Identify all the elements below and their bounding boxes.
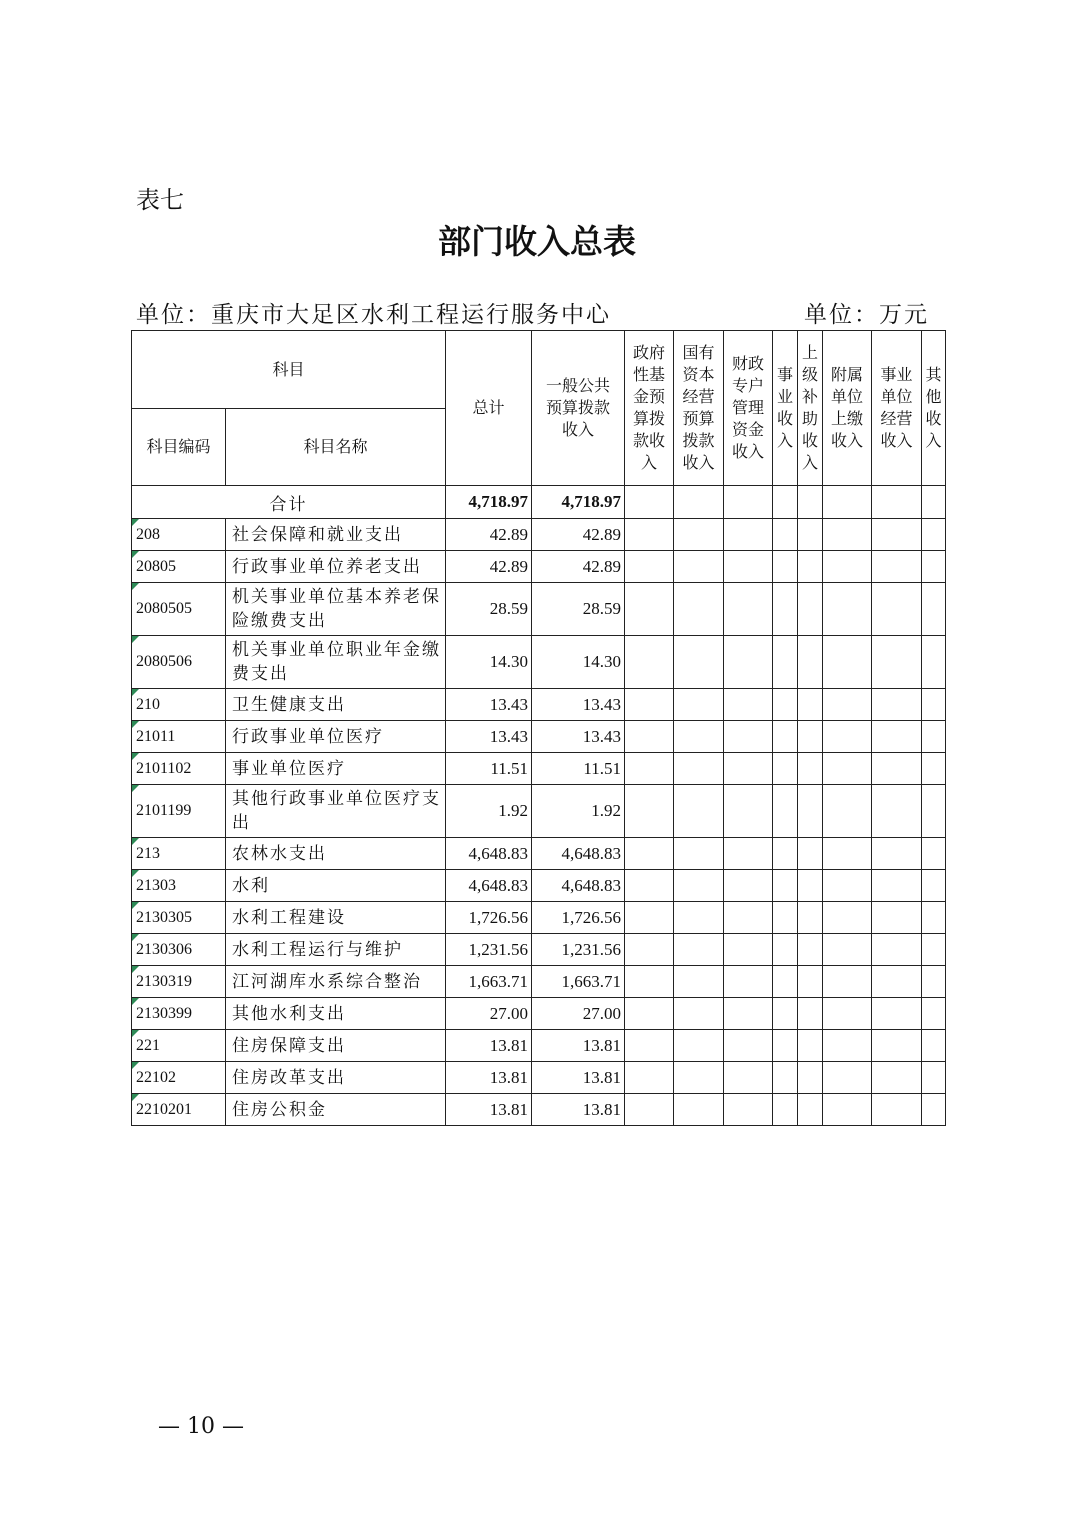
table-row: [132, 519, 946, 551]
row-empty-cell: [798, 583, 823, 636]
row-code: 2210201: [132, 1094, 226, 1126]
row-empty-cell: [922, 583, 946, 636]
table-row: [132, 689, 946, 721]
row-empty-cell: [773, 902, 798, 934]
row-code: 2130399: [132, 998, 226, 1030]
row-general: 13.81: [532, 1062, 625, 1094]
row-name: 农林水支出: [226, 838, 446, 870]
row-code: 208: [132, 519, 226, 551]
header-operating-income: 事业单位经营收入: [872, 331, 922, 486]
row-code: 2130319: [132, 966, 226, 998]
row-total: 4,648.83: [446, 838, 532, 870]
row-empty-cell: [823, 1094, 872, 1126]
row-empty-cell: [724, 583, 773, 636]
row-name: 行政事业单位医疗: [226, 721, 446, 753]
row-empty-cell: [798, 1030, 823, 1062]
table-row: [132, 1094, 946, 1126]
row-total: 42.89: [446, 519, 532, 551]
row-empty-cell: [872, 519, 922, 551]
row-empty-cell: [798, 753, 823, 785]
row-empty-cell: [922, 551, 946, 583]
row-empty-cell: [724, 753, 773, 785]
table-row: [132, 870, 946, 902]
row-empty-cell: [872, 753, 922, 785]
table-row: [132, 753, 946, 785]
row-empty-cell: [724, 934, 773, 966]
row-empty-cell: [872, 1062, 922, 1094]
row-total: 13.81: [446, 1094, 532, 1126]
header-code: 科目编码: [132, 409, 226, 486]
row-general: 13.43: [532, 689, 625, 721]
row-name: 水利工程建设: [226, 902, 446, 934]
total-row: [132, 486, 946, 519]
row-empty-cell: [872, 934, 922, 966]
row-empty-cell: [823, 551, 872, 583]
row-empty-cell: [773, 870, 798, 902]
row-empty-cell: [798, 870, 823, 902]
row-empty-cell: [625, 1062, 674, 1094]
row-total: 13.81: [446, 1062, 532, 1094]
row-empty-cell: [674, 551, 724, 583]
unit-currency: 单位：万元: [804, 302, 929, 328]
row-empty-cell: [674, 583, 724, 636]
total-general: 4,718.97: [532, 486, 625, 519]
row-empty-cell: [823, 721, 872, 753]
row-code: 221: [132, 1030, 226, 1062]
row-total: 28.59: [446, 583, 532, 636]
row-empty-cell: [798, 551, 823, 583]
row-empty-cell: [922, 998, 946, 1030]
row-general: 1,231.56: [532, 934, 625, 966]
table-row: [132, 934, 946, 966]
row-empty-cell: [922, 636, 946, 689]
row-empty-cell: [823, 753, 872, 785]
total-sum: 4,718.97: [446, 486, 532, 519]
row-empty-cell: [724, 1030, 773, 1062]
unit-organization: 单位：重庆市大足区水利工程运行服务中心: [136, 302, 611, 328]
row-empty-cell: [798, 689, 823, 721]
row-empty-cell: [674, 689, 724, 721]
row-empty-cell: [773, 998, 798, 1030]
row-empty-cell: [674, 870, 724, 902]
row-empty-cell: [872, 785, 922, 838]
row-empty-cell: [625, 636, 674, 689]
row-empty-cell: [872, 583, 922, 636]
row-empty-cell: [625, 721, 674, 753]
row-empty-cell: [773, 753, 798, 785]
header-state-capital: 国有资本经营预算拨款收入: [674, 331, 724, 486]
row-empty-cell: [625, 689, 674, 721]
row-general: 1,663.71: [532, 966, 625, 998]
row-empty-cell: [625, 583, 674, 636]
row-empty-cell: [823, 870, 872, 902]
row-name: 事业单位医疗: [226, 753, 446, 785]
row-general: 11.51: [532, 753, 625, 785]
table-row: [132, 1062, 946, 1094]
row-empty-cell: [674, 1094, 724, 1126]
row-empty-cell: [724, 785, 773, 838]
row-empty-cell: [625, 838, 674, 870]
row-empty-cell: [724, 838, 773, 870]
row-empty-cell: [798, 966, 823, 998]
row-code: 2101102: [132, 753, 226, 785]
row-empty-cell: [674, 902, 724, 934]
row-empty-cell: [674, 785, 724, 838]
row-empty-cell: [625, 785, 674, 838]
row-empty-cell: [798, 785, 823, 838]
row-empty-cell: [625, 998, 674, 1030]
row-empty-cell: [625, 934, 674, 966]
row-empty-cell: [823, 519, 872, 551]
row-name: 水利: [226, 870, 446, 902]
row-general: 14.30: [532, 636, 625, 689]
table-row: [132, 998, 946, 1030]
table-row: [132, 551, 946, 583]
row-empty-cell: [922, 1094, 946, 1126]
row-empty-cell: [823, 838, 872, 870]
row-empty-cell: [773, 636, 798, 689]
row-empty-cell: [872, 998, 922, 1030]
row-empty-cell: [674, 998, 724, 1030]
row-code: 2101199: [132, 785, 226, 838]
row-code: 2080506: [132, 636, 226, 689]
row-total: 1.92: [446, 785, 532, 838]
row-empty-cell: [798, 902, 823, 934]
header-business-income: 事业收入: [773, 331, 798, 486]
row-empty-cell: [922, 721, 946, 753]
row-name: 机关事业单位职业年金缴费支出: [226, 636, 446, 689]
row-general: 42.89: [532, 551, 625, 583]
header-gov-fund: 政府性基金预算拨款收入: [625, 331, 674, 486]
row-empty-cell: [823, 583, 872, 636]
row-empty-cell: [625, 753, 674, 785]
row-empty-cell: [724, 551, 773, 583]
row-name: 其他行政事业单位医疗支出: [226, 785, 446, 838]
row-code: 22102: [132, 1062, 226, 1094]
row-empty-cell: [773, 1094, 798, 1126]
row-empty-cell: [724, 1094, 773, 1126]
row-code: 20805: [132, 551, 226, 583]
row-empty-cell: [625, 870, 674, 902]
row-empty-cell: [823, 785, 872, 838]
row-total: 13.43: [446, 721, 532, 753]
row-empty-cell: [625, 1094, 674, 1126]
row-empty-cell: [872, 721, 922, 753]
header-total: 总计: [446, 331, 532, 486]
row-empty-cell: [674, 934, 724, 966]
row-name: 卫生健康支出: [226, 689, 446, 721]
table-number: 表七: [136, 186, 184, 214]
row-empty-cell: [922, 966, 946, 998]
row-empty-cell: [773, 1030, 798, 1062]
row-empty-cell: [823, 1030, 872, 1062]
row-general: 27.00: [532, 998, 625, 1030]
row-empty-cell: [798, 519, 823, 551]
row-general: 13.43: [532, 721, 625, 753]
row-empty-cell: [823, 1062, 872, 1094]
row-empty-cell: [724, 721, 773, 753]
row-empty-cell: [872, 902, 922, 934]
row-general: 28.59: [532, 583, 625, 636]
table-row: [132, 1030, 946, 1062]
row-empty-cell: [773, 551, 798, 583]
row-code: 213: [132, 838, 226, 870]
row-empty-cell: [872, 966, 922, 998]
row-empty-cell: [625, 1030, 674, 1062]
row-empty-cell: [872, 1030, 922, 1062]
row-total: 4,648.83: [446, 870, 532, 902]
total-label: 合计: [132, 486, 446, 519]
row-total: 1,726.56: [446, 902, 532, 934]
row-empty-cell: [724, 689, 773, 721]
row-general: 4,648.83: [532, 838, 625, 870]
table-row: [132, 838, 946, 870]
row-name: 行政事业单位养老支出: [226, 551, 446, 583]
row-empty-cell: [823, 689, 872, 721]
page-number: — 10 —: [158, 1414, 244, 1439]
row-empty-cell: [625, 519, 674, 551]
row-code: 210: [132, 689, 226, 721]
table-row: [132, 785, 946, 838]
row-general: 4,648.83: [532, 870, 625, 902]
row-empty-cell: [872, 636, 922, 689]
row-empty-cell: [872, 551, 922, 583]
table-row: [132, 636, 946, 689]
row-code: 21011: [132, 721, 226, 753]
row-empty-cell: [922, 838, 946, 870]
row-empty-cell: [922, 870, 946, 902]
header-name: 科目名称: [226, 409, 446, 486]
row-name: 其他水利支出: [226, 998, 446, 1030]
row-empty-cell: [674, 966, 724, 998]
row-total: 42.89: [446, 551, 532, 583]
row-name: 住房保障支出: [226, 1030, 446, 1062]
row-total: 13.81: [446, 1030, 532, 1062]
row-empty-cell: [724, 998, 773, 1030]
row-empty-cell: [823, 902, 872, 934]
row-empty-cell: [674, 753, 724, 785]
row-empty-cell: [724, 1062, 773, 1094]
row-total: 14.30: [446, 636, 532, 689]
row-empty-cell: [798, 1094, 823, 1126]
row-general: 1,726.56: [532, 902, 625, 934]
row-empty-cell: [724, 870, 773, 902]
row-name: 江河湖库水系综合整治: [226, 966, 446, 998]
header-superior-subsidy: 上级补助收入: [798, 331, 823, 486]
row-total: 1,663.71: [446, 966, 532, 998]
row-empty-cell: [798, 1062, 823, 1094]
row-empty-cell: [625, 551, 674, 583]
row-empty-cell: [922, 519, 946, 551]
row-empty-cell: [773, 1062, 798, 1094]
row-total: 1,231.56: [446, 934, 532, 966]
row-general: 1.92: [532, 785, 625, 838]
row-empty-cell: [922, 902, 946, 934]
row-name: 社会保障和就业支出: [226, 519, 446, 551]
row-empty-cell: [798, 838, 823, 870]
row-empty-cell: [922, 689, 946, 721]
row-empty-cell: [823, 636, 872, 689]
row-empty-cell: [922, 785, 946, 838]
row-empty-cell: [798, 998, 823, 1030]
row-code: 2080505: [132, 583, 226, 636]
table-row: [132, 966, 946, 998]
row-empty-cell: [674, 519, 724, 551]
row-empty-cell: [798, 721, 823, 753]
page-title: 部门收入总表: [438, 222, 636, 261]
row-total: 27.00: [446, 998, 532, 1030]
row-empty-cell: [823, 934, 872, 966]
row-general: 42.89: [532, 519, 625, 551]
row-empty-cell: [922, 753, 946, 785]
row-empty-cell: [922, 934, 946, 966]
row-empty-cell: [724, 519, 773, 551]
row-code: 2130305: [132, 902, 226, 934]
table-row: [132, 583, 946, 636]
row-empty-cell: [872, 689, 922, 721]
row-empty-cell: [922, 1030, 946, 1062]
row-code: 21303: [132, 870, 226, 902]
table-row: [132, 721, 946, 753]
row-general: 13.81: [532, 1030, 625, 1062]
row-empty-cell: [724, 902, 773, 934]
row-empty-cell: [872, 870, 922, 902]
row-empty-cell: [773, 934, 798, 966]
row-empty-cell: [872, 838, 922, 870]
row-empty-cell: [773, 785, 798, 838]
row-empty-cell: [823, 998, 872, 1030]
row-empty-cell: [674, 721, 724, 753]
row-empty-cell: [773, 721, 798, 753]
row-empty-cell: [773, 966, 798, 998]
row-empty-cell: [773, 519, 798, 551]
row-empty-cell: [798, 636, 823, 689]
row-name: 住房改革支出: [226, 1062, 446, 1094]
income-summary-table: [131, 330, 946, 1126]
row-general: 13.81: [532, 1094, 625, 1126]
row-empty-cell: [724, 636, 773, 689]
row-empty-cell: [674, 838, 724, 870]
table-row: [132, 902, 946, 934]
row-empty-cell: [773, 838, 798, 870]
header-subject: 科目: [132, 331, 446, 409]
header-general-budget: 一般公共预算拨款收入: [532, 331, 625, 486]
header-other-income: 其他收入: [922, 331, 946, 486]
row-total: 11.51: [446, 753, 532, 785]
row-empty-cell: [724, 966, 773, 998]
row-name: 水利工程运行与维护: [226, 934, 446, 966]
row-empty-cell: [625, 966, 674, 998]
row-empty-cell: [823, 966, 872, 998]
row-empty-cell: [922, 1062, 946, 1094]
row-empty-cell: [674, 1030, 724, 1062]
header-affiliated-unit: 附属单位上缴收入: [823, 331, 872, 486]
row-empty-cell: [773, 583, 798, 636]
row-total: 13.43: [446, 689, 532, 721]
row-empty-cell: [625, 902, 674, 934]
header-special-account: 财政专户管理资金收入: [724, 331, 773, 486]
row-name: 住房公积金: [226, 1094, 446, 1126]
row-empty-cell: [773, 689, 798, 721]
row-name: 机关事业单位基本养老保险缴费支出: [226, 583, 446, 636]
row-empty-cell: [674, 636, 724, 689]
row-empty-cell: [798, 934, 823, 966]
row-empty-cell: [872, 1094, 922, 1126]
row-code: 2130306: [132, 934, 226, 966]
row-empty-cell: [674, 1062, 724, 1094]
